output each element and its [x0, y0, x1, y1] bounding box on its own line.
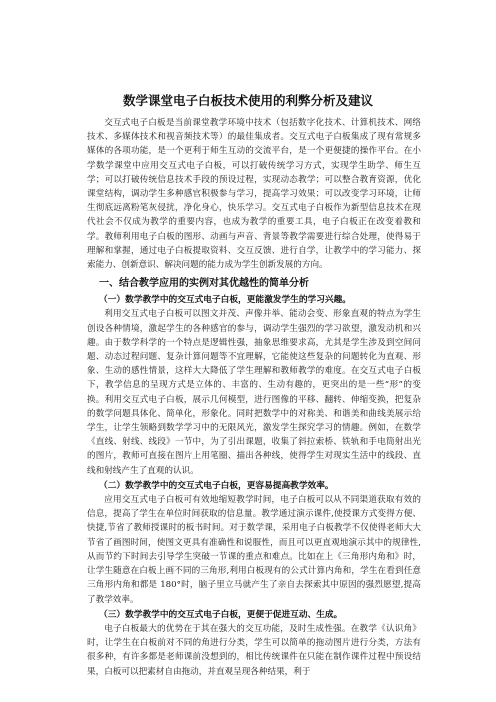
subsection-paragraph-2: 应用交互式电子白板可有效地缩短教学时间，电子白板可以从不同渠道获取有效的信息，提高了学生在单位时间获取的信息量。教学通过演示课件,使授课方式变得方便、快捷,节省了教师授课时的板书时间。对于数学课，采用电子白板教学不仅使得老师大大节省了画图时间，使图文更具有准确性和说服性，而且可以更直观地演示其中的规律性,从而节约下时间去引导学生突破一节课的重点和难点。比如在上《三角形内角和》时，让学生随意在白板上画不同的三角形,利用白板现有的公式计算内角和，学生在看到任意三角形内角和都是 180°时，脑子里立马就产生了亲自去探索其中原因的强烈愿望,提高了教学效率。: [87, 495, 421, 605]
subsection-paragraph-3: 电子白板最大的优势在于其在强大的交互功能，及时生成性强。在教学《认识角》时，让学生在白板前对不同的角进行分类，学生可以简单的拖动图片进行分类，方法有很多种，有许多都是老师课前没想到的，相比传统课件在只能在制作课件过程中预设结果，白板可以把素材自由拖动，并直观呈现各种结果，利于: [87, 623, 421, 677]
section-heading-1: 一、结合教学应用的实例对其优越性的简单分析: [99, 278, 309, 290]
subsection-paragraph-1: 利用交互式电子白板可以图文并茂、声像并举、能动会变、形象直观的特点为学生创设各种情境，激起学生的各种感官的参与，调动学生强烈的学习欲望，激发动机和兴趣。由于数学科学的一个特点是逻辑性强，抽象思维要求高，尤其是学生涉及到空间问题、动态过程问题、复杂计算问题等不宜理解，它能使这些复杂的问题转化为直观、形象、生动的感性情景，这样大大降低了学生理解和教师教学的难度。在交互式电子白板下，教学信息的呈现方式是立体的、丰富的、生动有趣的，更突出的是一些“形”的变换。利用交互式电子白板，展示几何模型，进行图像的平移、翻转、伸缩变换，把复杂的数学问题具体化、简单化，形象化。同时把数学中的对称美、和谐美和曲线美展示给学生，让学生领略到数学学习中的无限风光，激发学生探究学习的情趣。例如，在数学《直线、射线、线段》一节中，为了引出课题，收集了斜拉索桥、铁轨和手电筒射出光的图片，教师可直接在图片上用笔圈、描出各种线，使得学生对现实生活中的线段、直线和射线产生了直观的认识。: [87, 309, 421, 476]
subsection-heading-3: （三）数学教学中的交互式电子白板，更便于促进互动、生成。: [99, 609, 343, 620]
subsection-heading-1: （一）数学教学中的交互式电子白板，更能激发学生的学习兴趣。: [99, 295, 351, 306]
document-body: [87, 116, 421, 679]
intro-paragraph: 交互式电子白板是当前课堂教学环境中技术（包括数字化技术、计算机技术、网络技术、多媒体技术和视音频技术等）的最佳集成者。交互式电子白板集成了现有常规多媒体的各项功能，是一个更利于师生互动的交流平台，是一个更便捷的操作平台。在小学数学课堂中应用交互式电子白板，可以打破传统学习方式，实现学生助学、师生互学；可以打破传统信息技术手段的预设过程，实现动态教学；可以整合教育资源，优化课堂结构，调动学生多种感官积极参与学习，提高学习效果；可以改变学习环境，让师生彻底远离粉笔灰侵扰，净化身心，快乐学习。交互式电子白板作为新型信息技术在现代社会不仅成为教学的重要内容，也成为教学的重要工具，电子白板正在改变着教和学。教师利用电子白板的图形、动画与声音、背景等教学需要进行综合处理，使得易于理解和掌握，通过电子白板提取资料、交互反馈、进行自学，让教学中的学习能力、探索能力、创新意识、解决问题的能力成为学生创新发展的方向。: [87, 118, 421, 271]
subsection-heading-2: （二）数学教学中的交互式电子白板，更容易提高教学效率。: [99, 480, 334, 491]
document-title: 数学课堂电子白板技术使用的利弊分析及建议: [122, 93, 373, 108]
